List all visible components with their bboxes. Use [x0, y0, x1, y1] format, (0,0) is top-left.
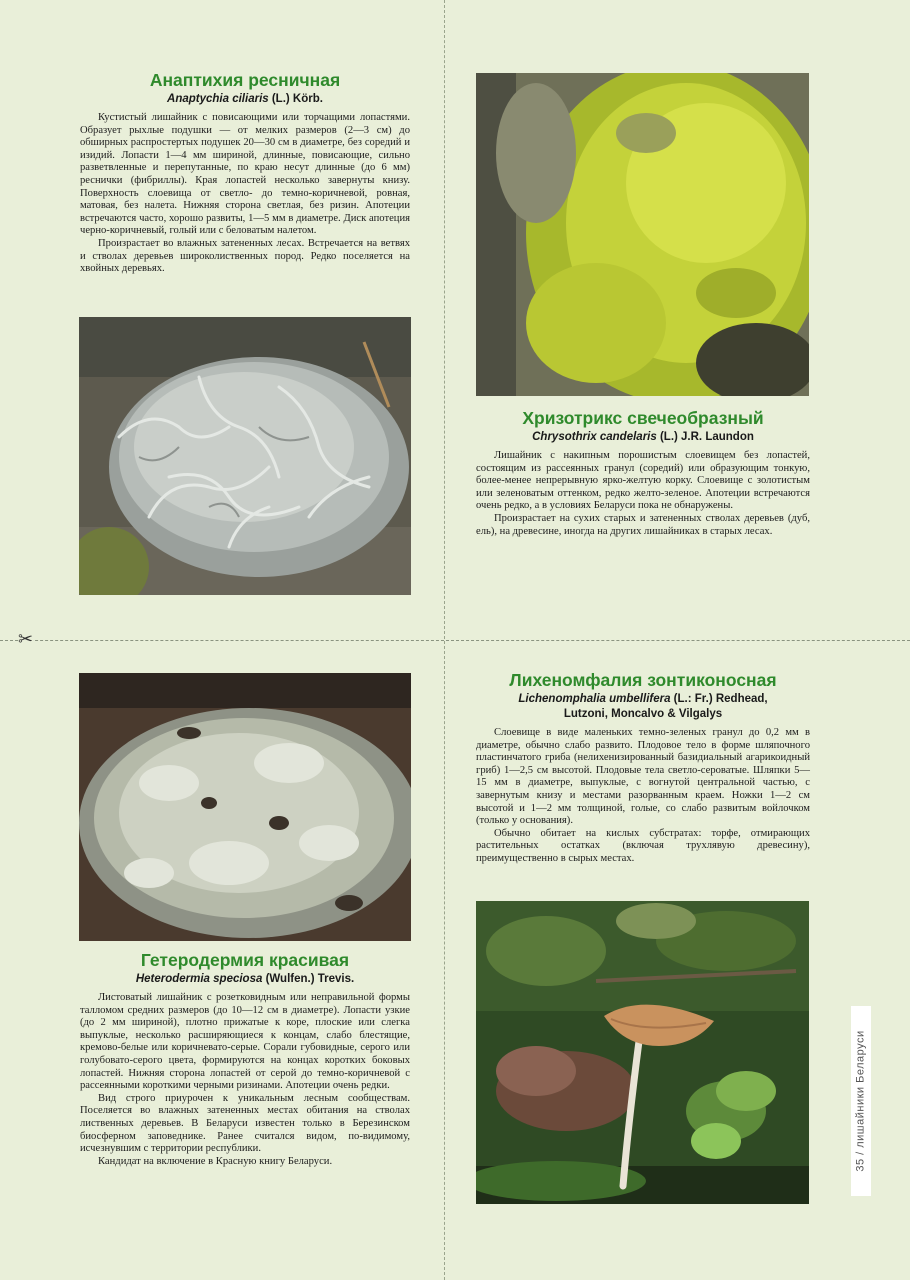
heterodermia-section: [80, 950, 410, 1168]
anaptychia-section: [80, 70, 410, 276]
description-paragraph: Произрастает во влажных затененных лесах. Встречается на ветвях и стволах деревьев широколиственных пород. Редко поселяется на хвойных деревьях.: [80, 237, 410, 275]
description-paragraph: Кустистый лишайник с повисающими или торчащими лопастями. Образует рыхлые подушки — от мелких размеров (2—3 см) до обширных распростертых подушек 20—30 см в диаметре, без соредий и изидий. Лопасти 1—4 мм шириной, длинные, повисающие, сильно разветвленные и перепутанные, по краю несут длинные (до 6 мм) реснички (фибриллы). Края лопастей несколько завернуты книзу. Поверхность слоевища от светло- до темно-коричневой, ровная, матовая, без налета. Нижняя сторона светлая, без ризин. Апотеции встречаются часто, хорошо развиты, 1—5 мм в диаметре. Диск апотеция черно-коричневый, голый или с беловатым налетом.: [80, 112, 410, 237]
description: [80, 992, 410, 1168]
latin-name: [80, 92, 410, 107]
latin-author: (L.) Körb.: [268, 93, 323, 105]
latin-name: [476, 430, 810, 445]
description-paragraph: Слоевище в виде маленьких темно-зеленых гранул до 0,2 мм в диаметре, обычно слабо развито. Плодовое тело в форме шляпочного пластинчатого гриба (нелихенизированный базидиальный агарикоидный гриб) 1—2,5 см высотой. Плодовые тела светло-сероватые. Шляпки 5—15 мм в диаметре, выпуклые, с вогнутой центральной частью, с завернутым книзу и местами разорванным краем. Ножки 1—2 см высотой и 1—2 мм толщиной, голые, со слабо развитым войлочком (только у основания).: [476, 727, 810, 827]
lichenomphalia-photo: [476, 901, 809, 1204]
description-paragraph: Кандидат на включение в Красную книгу Беларуси.: [98, 1155, 333, 1167]
latin-binomial: Lichenomphalia umbellifera: [518, 693, 671, 705]
page-label-text: 35 / лишайники Беларуси: [855, 1030, 867, 1172]
chrysothrix-photo: [476, 73, 809, 396]
heterodermia-photo: [79, 673, 411, 941]
description-paragraph: Произрастает на сухих старых и затененных стволах деревьев (дуб, ель), на древесине, иногда на других лишайниках в старых лесах.: [476, 512, 810, 537]
latin-binomial: Heterodermia speciosa: [135, 973, 263, 985]
description: [80, 112, 410, 276]
latin-author: (L.) J.R. Laundon: [656, 431, 754, 443]
description-paragraph: Листоватый лишайник с розетковидным или неправильной формы талломом средних размеров (до 10—12 см в диаметре). Лопасти узкие (до 2 мм шириной), плотно прижатые к коре, плоские или слегка выпуклые, несколько расширяющиеся к концам, слабо блестящие, кремово-белые или коричневато-серые. Сорали губовидные, серого или голубовато-серого цвета, формируются на концах коротких боковых лопастей. Нижняя сторона лопастей от серой до темно-коричневой с рассеянными короткими черными ризинами. Апотеции очень редки.: [80, 992, 410, 1092]
latin-author: (L.: Fr.) Redhead,: [670, 693, 768, 705]
species-title: Лихеномфалия зонтиконосная: [509, 670, 777, 690]
latin-binomial: Anaptychia ciliaris: [167, 93, 269, 105]
latin-name: [80, 972, 410, 987]
latin-author: (Wulfen.) Trevis.: [262, 973, 355, 985]
species-title: Анаптихия ресничная: [149, 70, 341, 90]
description-paragraph: Обычно обитает на кислых субстратах: торфе, отмирающих растительных остатках (включая трухлявую древесину), преимущественно в сырых местах.: [476, 827, 810, 864]
latin-name: [476, 692, 810, 707]
horizontal-cut-line: [0, 640, 910, 641]
description: [476, 727, 810, 866]
anaptychia-photo: [79, 317, 411, 595]
scissors-icon: ✂: [18, 629, 34, 650]
species-title: Хризотрикс свечеобразный: [522, 408, 764, 428]
latin-author-line2: Lutzoni, Moncalvo & Vilgalys: [563, 708, 723, 720]
lichenomphalia-section: [476, 670, 810, 866]
description-paragraph: Лишайник с накипным порошистым слоевищем без лопастей, состоящим из рассеянных гранул (соредий) или образующим тонкую, более-менее непрерывную ярко-желтую корку. Слоевище с золотистым или зеленоватым оттенком, редко желто-зеленое. Апотеции встречаются очень редко, а в условиях Беларуси пока не обнаружены.: [476, 450, 810, 512]
species-title: Гетеродермия красивая: [140, 950, 350, 970]
latin-binomial: Chrysothrix candelaris: [532, 431, 657, 443]
side-page-label: [851, 1006, 871, 1196]
description: [476, 450, 810, 538]
description-paragraph: Вид строго приурочен к уникальным лесным сообществам. Поселяется во влажных затененных местах обитания на стволах лиственных деревьев. В Беларуси известен только в Березинском биосферном заповеднике. Ранее считался видом, по-видимому, исчезнувшим с территории республики.: [80, 1092, 410, 1155]
chrysothrix-section: [476, 408, 810, 538]
